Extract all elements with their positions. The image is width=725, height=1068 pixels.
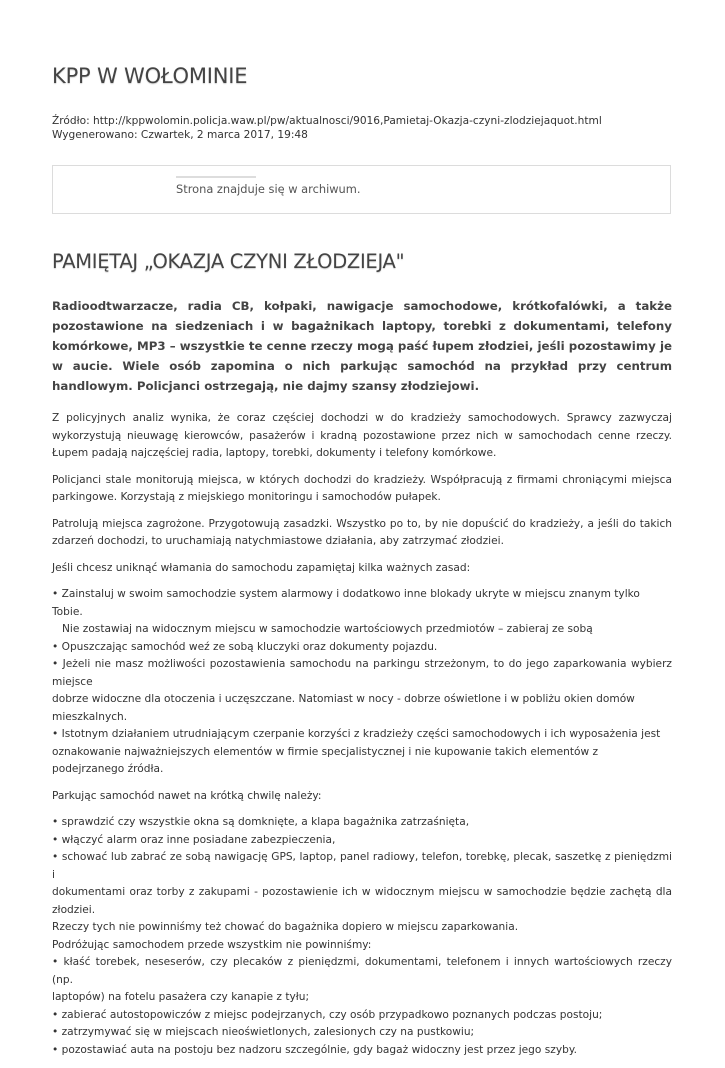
rule-line: • Jeżeli nie masz możliwości pozostawienia samochodu na parkingu strzeżonym, to do jego zaparkowania wybierz miejsce [52, 658, 672, 688]
rule-line: oznakowanie najważniejszych elementów w firmie specjalistycznej i nie kupowanie takich elementów z podejrzanego źródła. [52, 745, 599, 775]
parking-line: • sprawdzić czy wszystkie okna są domknięte, a klapa bagażnika zatrzaśnięta, [52, 816, 470, 828]
article-title: PAMIĘTAJ „OKAZJA CZYNI ZŁODZIEJA" [52, 250, 405, 273]
parking-line: • zatrzymywać się w miejscach nieoświetlonych, zalesionych czy na pustkowiu; [52, 1026, 475, 1038]
parking-line: • pozostawiać auta na postoju bez nadzoru szczególnie, gdy bagaż widoczny jest przez jego szyby. [52, 1043, 577, 1056]
meta-info [52, 114, 602, 142]
paragraph-3: Patrolują miejsca zagrożone. Przygotowują zasadzki. Wszystko po to, by nie dopuścić do kradzieży, a jeśli do takich zdarzeń dochodzi, to uruchamiają natychmiastowe działania, aby zatrzymać złodziei. [52, 517, 672, 547]
parking-line: • zabierać autostopowiczów z miejsc podejrzanych, czy osób przypadkowo poznanych podczas postoju; [52, 1008, 603, 1021]
site-title: KPP W WOŁOMINIE [52, 64, 248, 88]
paragraph-1: Z policyjnych analiz wynika, że coraz częściej dochodzi w do kradzieży samochodowych. Sprawcy zazwyczaj wykorzystują nieuwagę kierowców, pasażerów i kradną pozostawione przez nich w samochodach cenne rzeczy. Łupem padają najczęściej radia, laptopy, torebki, dokumenty i telefony komórkowe. [52, 412, 672, 459]
paragraph-2: Policjanci stale monitorują miejsca, w których dochodzi do kradzieży. Współpracują z firmami chroniącymi miejsca parkingowe. Korzystają z miejskiego monitoringu i samochodów pułapek. [52, 473, 672, 503]
rule-line: • Istotnym działaniem utrudniającym czerpanie korzyści z kradzieży części samochodowych i ich wyposażenia jest [52, 728, 661, 740]
parking-line: dokumentami oraz torby z zakupami - pozostawienie ich w widocznym miejscu w samochodzie będzie zachętą dla złodziei. [52, 886, 672, 916]
parking-line: Rzeczy tych nie powinniśmy też chować do bagażnika dopiero w miejscu zaparkowania. [52, 921, 519, 933]
parking-line: • kłaść torebek, neseserów, czy plecaków z pieniędzmi, dokumentami, telefonem i innych wartościowych rzeczy (np. [52, 956, 672, 986]
rule-line: dobrze widoczne dla otoczenia i uczęszczane. Natomiast w nocy - dobrze oświetlone i w pobliżu okien domów mieszkalnych. [52, 693, 635, 723]
generated-line: Wygenerowano: Czwartek, 2 marca 2017, 19:48 [52, 129, 308, 141]
paragraph-4: Jeśli chcesz uniknąć włamania do samochodu zapamiętaj kilka ważnych zasad: [52, 561, 471, 574]
archive-divider [176, 176, 256, 178]
archive-notice-box [52, 165, 671, 214]
parking-line: laptopów) na fotelu pasażera czy kanapie z tyłu; [52, 991, 310, 1003]
parking-list [52, 814, 672, 1059]
parking-line: Podróżując samochodem przede wszystkim nie powinniśmy: [52, 938, 372, 951]
source-line: Źródło: http://kppwolomin.policja.waw.pl/pw/aktualnosci/9016,Pamietaj-Okazja-czyni-zlodziejaquot.html [52, 115, 602, 127]
paragraph-5: Parkując samochód nawet na krótką chwilę należy: [52, 789, 322, 802]
parking-line: • włączyć alarm oraz inne posiadane zabezpieczenia, [52, 833, 336, 846]
rules-list [52, 586, 672, 779]
archive-notice-text: Strona znajduje się w archiwum. [176, 182, 361, 196]
article-body [52, 410, 672, 1068]
rule-line: • Zainstaluj w swoim samochodzie system alarmowy i dodatkowo inne blokady ukryte w miejscu znanym tylko Tobie. [52, 588, 640, 618]
article-lead: Radioodtwarzacze, radia CB, kołpaki, nawigacje samochodowe, krótkofalówki, a także pozostawione na siedzeniach i w bagażnikach laptopy, torebki z dokumentami, telefony komórkowe, MP3 – wszystkie te cenne rzeczy mogą paść łupem złodziei, jeśli pozostawimy je w aucie. Wiele osób zapomina o nich parkując samochód na przykład przy centrum handlowym. Policjanci ostrzegają, nie dajmy szansy złodziejowi. [52, 299, 672, 393]
rule-line: • Opuszczając samochód weź ze sobą kluczyki oraz dokumenty pojazdu. [52, 640, 438, 653]
parking-line: • schować lub zabrać ze sobą nawigację GPS, laptop, panel radiowy, telefon, torebkę, plecak, saszetkę z pieniędzmi i [52, 851, 672, 881]
rule-line: Nie zostawiaj na widocznym miejscu w samochodzie wartościowych przedmiotów – zabieraj ze sobą [62, 623, 593, 635]
